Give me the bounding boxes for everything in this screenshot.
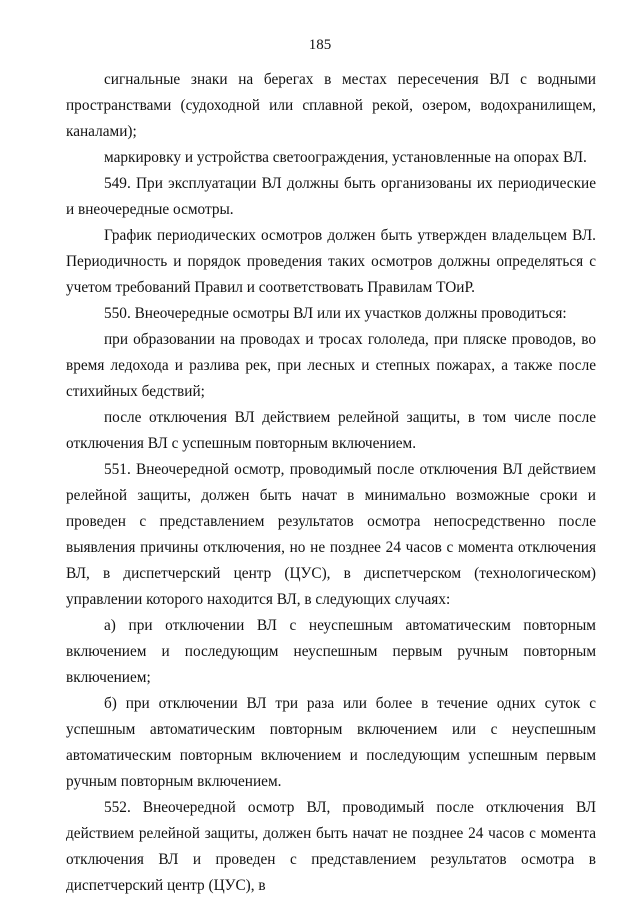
paragraph: а) при отключении ВЛ с неуспешным автоматическим повторным включением и последующим неуспешным первым ручным повторным включением; xyxy=(66,617,596,686)
paragraph: 550. Внеочередные осмотры ВЛ или их участков должны проводиться: xyxy=(104,305,567,322)
paragraph: 549. При эксплуатации ВЛ должны быть организованы их периодические и внеочередные осмотры. xyxy=(66,175,596,218)
paragraph: б) при отключении ВЛ три раза или более в течение одних суток с успешным автоматическим повторным включением или с неуспешным автоматическим повторным включением и последующим успешным первым ручным повторным включением. xyxy=(66,695,596,790)
paragraph: График периодических осмотров должен быть утвержден владельцем ВЛ. Периодичность и порядок проведения таких осмотров должны определяться с учетом требований Правил и соответствовать Правилам ТОиР. xyxy=(66,227,596,296)
page-body xyxy=(66,67,596,899)
paragraph: 551. Внеочередной осмотр, проводимый после отключения ВЛ действием релейной защиты, должен быть начат в минимально возможные сроки и проведен с представлением результатов осмотра непосредственно после выявления причины отключения, но не позднее 24 часов с момента отключения ВЛ, в диспетчерский центр (ЦУС), в диспетчерском (технологическом) управлении которого находится ВЛ, в следующих случаях: xyxy=(66,461,596,608)
paragraph: после отключения ВЛ действием релейной защиты, в том числе после отключения ВЛ с успешным повторным включением. xyxy=(66,409,596,452)
page-number: 185 xyxy=(308,37,332,53)
paragraph: маркировку и устройства светоограждения, установленные на опорах ВЛ. xyxy=(104,149,587,166)
paragraph: 552. Внеочередной осмотр ВЛ, проводимый после отключения ВЛ действием релейной защиты, должен быть начат не позднее 24 часов с момента отключения ВЛ и проведен с представлением результатов осмотра в диспетчерский центр (ЦУС), в xyxy=(66,799,596,894)
paragraph: при образовании на проводах и тросах гололеда, при пляске проводов, во время ледохода и разлива рек, при лесных и степных пожарах, а также после стихийных бедствий; xyxy=(66,331,596,400)
paragraph: сигнальные знаки на берегах в местах пересечения ВЛ с водными пространствами (судоходной или сплавной рекой, озером, водохранилищем, каналами); xyxy=(66,71,596,140)
